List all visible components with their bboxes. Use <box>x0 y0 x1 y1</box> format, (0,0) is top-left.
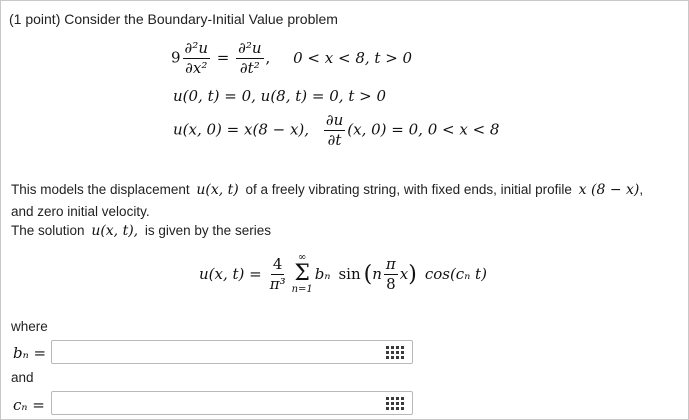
pde-lhs-fraction: $\frac{\text{∂²u}}{\text{∂x²}}$ <box>184 39 208 77</box>
displacement-var: u(x, t) <box>196 182 239 198</box>
problem-header <box>9 11 338 27</box>
pde-coefficient: 9 <box>171 48 181 67</box>
keypad-grid-icon[interactable] <box>386 345 404 359</box>
cn-input[interactable] <box>51 391 413 415</box>
summation: ∞ Σ n=1 <box>291 252 313 295</box>
sine-argument-fraction: $\frac{\pi}{8}$ <box>385 254 396 293</box>
initial-velocity-condition: (x, 0) = 0, 0 < x < 8 <box>347 120 500 139</box>
problem-title: Consider the Boundary-Initial Value problem <box>64 11 338 27</box>
bn-label: bₙ = <box>13 344 47 362</box>
coefficient-bn: bₙ <box>314 265 331 283</box>
sigma-icon: Σ <box>294 261 310 286</box>
sine-function: sin <box>338 265 361 283</box>
initial-profile-condition: u(x, 0) = x(8 − x), <box>173 120 310 139</box>
description-line-1: This models the displacement u(x, t) of a freely vibrating string, with fixed ends, initial profile x (8 − x), <box>11 182 644 198</box>
cosine-function: cos(cₙ t) <box>424 265 487 283</box>
where-label: where <box>11 319 48 334</box>
description-line-2: and zero initial velocity. <box>11 204 150 219</box>
points-label: (1 point) <box>9 11 61 27</box>
boundary-conditions: u(0, t) = 0, u(8, t) = 0, t > 0 <box>173 87 386 105</box>
pde-domain: 0 < x < 8, t > 0 <box>293 48 413 67</box>
series-coefficient: $\frac{4}{\text{π³}}$ <box>269 254 286 293</box>
description-line-3: The solution u(x, t), is given by the series <box>11 223 271 239</box>
initial-velocity-fraction: $\frac{\partial u}{\partial t}$ <box>325 111 344 149</box>
initial-profile: x (8 − x) <box>578 182 640 198</box>
series-lhs: u(x, t) = <box>199 265 262 283</box>
pde-rhs-fraction: $\frac{\text{∂²u}}{\text{∂t²}}$ <box>238 39 262 77</box>
keypad-grid-icon[interactable] <box>386 396 404 410</box>
series-formula: u(x, t) = $\frac{4}{\text{π³}}$ ∞ Σ n=1 bₙ sin ( n $\frac{\pi}{8}$ x ) cos(cₙ t) <box>199 252 487 295</box>
pde-equation: 9 $\frac{\text{∂²u}}{\text{∂x²}}$ = $\frac{\text{∂²u}}{\text{∂t²}}$ , 0 < x < 8, t > 0 <box>171 39 413 77</box>
bn-input[interactable] <box>51 340 413 364</box>
initial-conditions <box>173 113 499 148</box>
and-label: and <box>11 370 34 385</box>
solution-var: u(x, t), <box>91 223 139 239</box>
cn-label: cₙ = <box>13 396 45 414</box>
